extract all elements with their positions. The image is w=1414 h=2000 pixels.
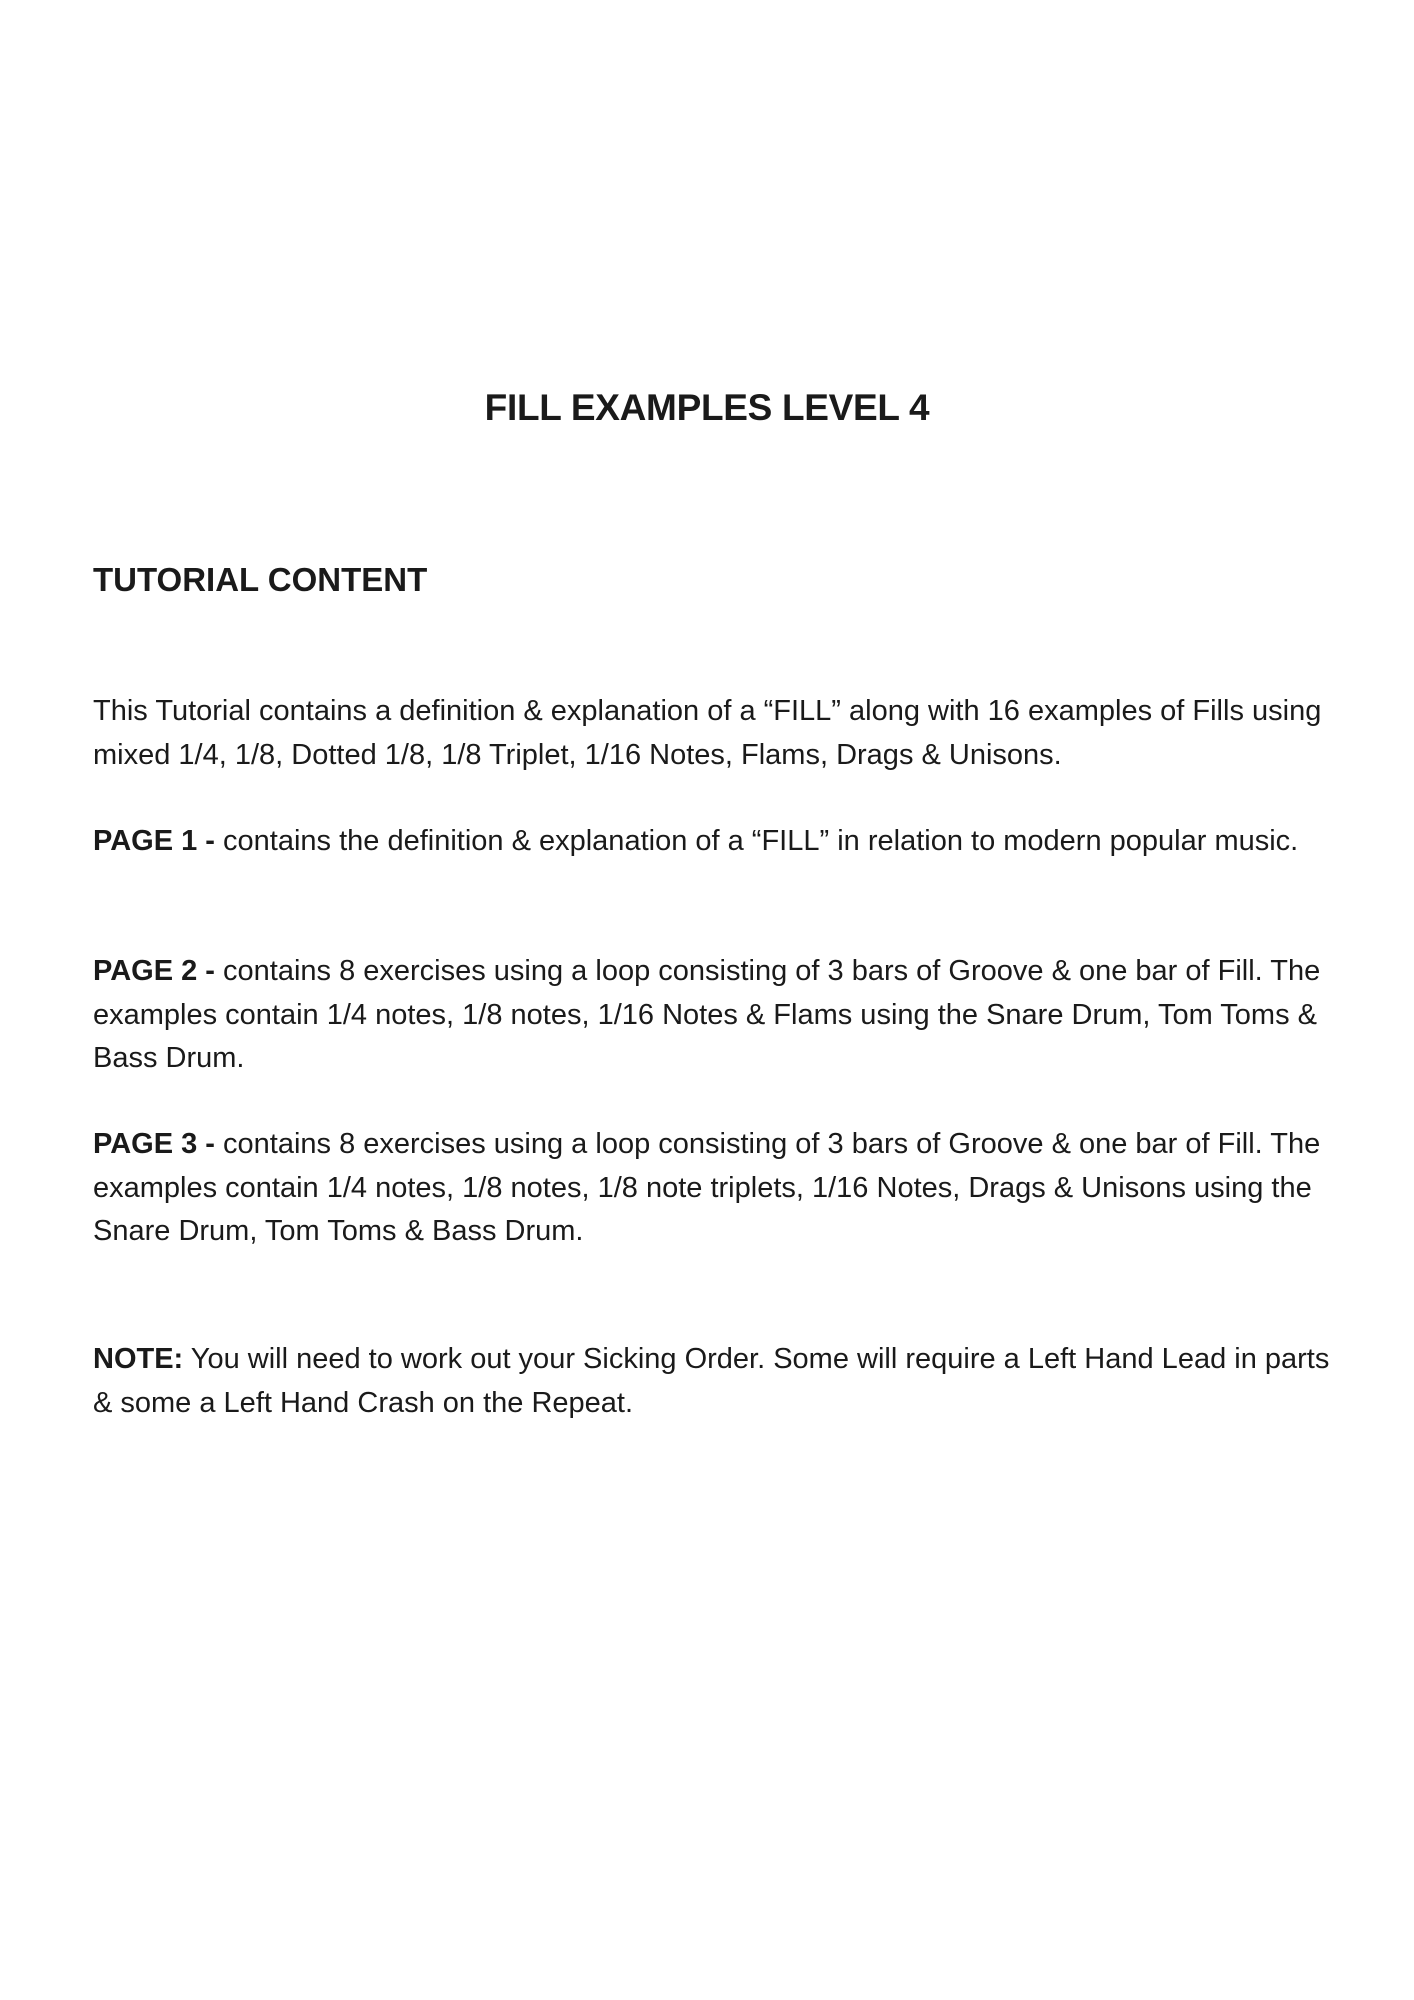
page-1-description — [93, 820, 1333, 864]
section-heading: TUTORIAL CONTENT — [93, 561, 428, 598]
note-text: You will need to work out your Sicking Order. Some will require a Left Hand Lead in parts & some a Left Hand Crash on the Repeat. — [93, 1343, 1330, 1419]
page-2-description — [93, 950, 1333, 1081]
page-title: FILL EXAMPLES LEVEL 4 — [484, 387, 930, 428]
page-1-text: contains the definition & explanation of a “FILL” in relation to modern popular music. — [223, 825, 1299, 857]
page-2-label: PAGE 2 - — [93, 955, 215, 987]
page-3-text: contains 8 exercises using a loop consisting of 3 bars of Groove & one bar of Fill. The examples contain 1/4 notes, 1/8 notes, 1/8 note triplets, 1/16 Notes, Drags & Unisons using the Snare Drum, Tom Toms & Bass Drum. — [93, 1128, 1321, 1247]
page-2-text: contains 8 exercises using a loop consisting of 3 bars of Groove & one bar of Fill. The examples contain 1/4 notes, 1/8 notes, 1/16 Notes & Flams using the Snare Drum, Tom Toms & Bass Drum. — [93, 955, 1321, 1074]
note-paragraph — [93, 1338, 1333, 1425]
page-1-label: PAGE 1 - — [93, 825, 215, 857]
note-label: NOTE: — [93, 1343, 184, 1375]
page-3-description — [93, 1123, 1333, 1254]
page-3-label: PAGE 3 - — [93, 1128, 215, 1160]
intro-paragraph: This Tutorial contains a definition & explanation of a “FILL” along with 16 examples of Fills using mixed 1/4, 1/8, Dotted 1/8, 1/8 Triplet, 1/16 Notes, Flams, Drags & Unisons. — [93, 695, 1322, 771]
